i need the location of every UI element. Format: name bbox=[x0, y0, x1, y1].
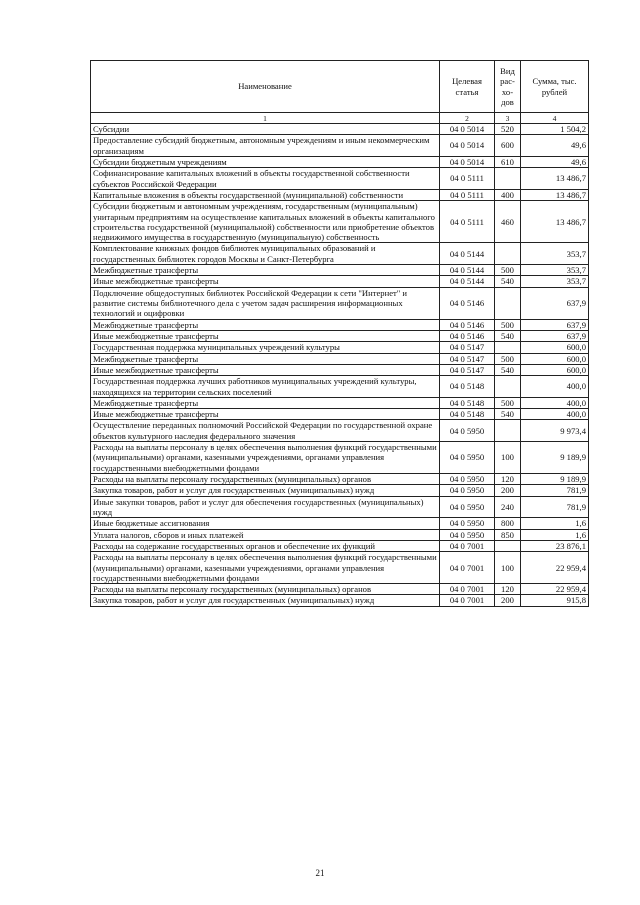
cell-sum: 600,0 bbox=[521, 364, 589, 375]
header-name: Наименование bbox=[91, 61, 440, 113]
column-number: 3 bbox=[495, 113, 521, 124]
cell-vid bbox=[495, 287, 521, 319]
cell-name: Расходы на выплаты персоналу в целях обеспечения выполнения функций государственными (муниципальными) органами, казенными учреждениями, органами управления государственными внебюджетными фондами bbox=[91, 552, 440, 584]
table-row bbox=[91, 529, 589, 540]
table-row bbox=[91, 124, 589, 135]
cell-vid: 540 bbox=[495, 330, 521, 341]
cell-sum: 637,9 bbox=[521, 330, 589, 341]
table-row bbox=[91, 156, 589, 167]
header-sum: Сумма, тыс. рублей bbox=[521, 61, 589, 113]
table-row bbox=[91, 595, 589, 606]
cell-sum: 600,0 bbox=[521, 342, 589, 353]
table-row bbox=[91, 474, 589, 485]
cell-vid: 540 bbox=[495, 409, 521, 420]
cell-name: Уплата налогов, сборов и иных платежей bbox=[91, 529, 440, 540]
cell-code: 04 0 5950 bbox=[440, 518, 495, 529]
cell-name: Осуществление переданных полномочий Российской Федерации по государственной охране объектов культурного наследия федерального значения bbox=[91, 420, 440, 442]
cell-sum: 353,7 bbox=[521, 276, 589, 287]
cell-vid: 520 bbox=[495, 124, 521, 135]
cell-name: Расходы на выплаты персоналу государственных (муниципальных) органов bbox=[91, 474, 440, 485]
table-row bbox=[91, 409, 589, 420]
cell-vid: 400 bbox=[495, 189, 521, 200]
cell-name: Межбюджетные трансферты bbox=[91, 353, 440, 364]
table-row bbox=[91, 342, 589, 353]
cell-vid: 120 bbox=[495, 584, 521, 595]
cell-name: Софинансирование капитальных вложений в объекты государственной собственности субъектов Российской Федерации bbox=[91, 168, 440, 190]
cell-code: 04 0 5148 bbox=[440, 397, 495, 408]
cell-code: 04 0 7001 bbox=[440, 584, 495, 595]
table-row bbox=[91, 552, 589, 584]
table-body bbox=[91, 124, 589, 607]
cell-name: Закупка товаров, работ и услуг для государственных (муниципальных) нужд bbox=[91, 485, 440, 496]
table-row bbox=[91, 265, 589, 276]
cell-code: 04 0 5111 bbox=[440, 168, 495, 190]
cell-sum: 400,0 bbox=[521, 397, 589, 408]
cell-sum: 781,9 bbox=[521, 485, 589, 496]
cell-code: 04 0 5111 bbox=[440, 189, 495, 200]
cell-vid: 800 bbox=[495, 518, 521, 529]
table-row bbox=[91, 376, 589, 398]
table-row bbox=[91, 353, 589, 364]
cell-vid: 100 bbox=[495, 552, 521, 584]
cell-sum: 781,9 bbox=[521, 496, 589, 518]
table-row bbox=[91, 276, 589, 287]
cell-code: 04 0 5014 bbox=[440, 135, 495, 157]
cell-vid: 500 bbox=[495, 353, 521, 364]
cell-sum: 400,0 bbox=[521, 376, 589, 398]
cell-sum: 637,9 bbox=[521, 287, 589, 319]
cell-name: Иные межбюджетные трансферты bbox=[91, 364, 440, 375]
cell-name: Межбюджетные трансферты bbox=[91, 265, 440, 276]
cell-sum: 353,7 bbox=[521, 243, 589, 265]
table-row bbox=[91, 584, 589, 595]
cell-name: Государственная поддержка муниципальных учреждений культуры bbox=[91, 342, 440, 353]
header-code: Целевая статья bbox=[440, 61, 495, 113]
cell-name: Закупка товаров, работ и услуг для государственных (муниципальных) нужд bbox=[91, 595, 440, 606]
cell-name: Расходы на выплаты персоналу государственных (муниципальных) органов bbox=[91, 584, 440, 595]
cell-sum: 22 959,4 bbox=[521, 584, 589, 595]
cell-vid: 460 bbox=[495, 201, 521, 243]
cell-vid: 500 bbox=[495, 319, 521, 330]
cell-vid bbox=[495, 376, 521, 398]
cell-sum: 400,0 bbox=[521, 409, 589, 420]
cell-code: 04 0 5111 bbox=[440, 201, 495, 243]
cell-sum: 9 189,9 bbox=[521, 442, 589, 474]
cell-name: Субсидии бюджетным и автономным учреждениям, государственным (муниципальным) унитарным предприятиям на осуществление капитальных вложений в объекты капитального строительства государственной (муниципальной) собственности или приобретение объектов недвижимого имущества в государственную (муниципальную) собственность bbox=[91, 201, 440, 243]
column-number: 4 bbox=[521, 113, 589, 124]
cell-sum: 49,6 bbox=[521, 135, 589, 157]
cell-name: Субсидии бюджетным учреждениям bbox=[91, 156, 440, 167]
cell-name: Государственная поддержка лучших работников муниципальных учреждений культуры, находящихся на территории сельских поселений bbox=[91, 376, 440, 398]
cell-code: 04 0 5148 bbox=[440, 409, 495, 420]
cell-name: Иные межбюджетные трансферты bbox=[91, 276, 440, 287]
column-number: 1 bbox=[91, 113, 440, 124]
cell-code: 04 0 7001 bbox=[440, 552, 495, 584]
header-vid: Вид рас-хо-дов bbox=[495, 61, 521, 113]
cell-code: 04 0 5950 bbox=[440, 496, 495, 518]
cell-code: 04 0 5950 bbox=[440, 420, 495, 442]
cell-code: 04 0 7001 bbox=[440, 595, 495, 606]
cell-sum: 9 189,9 bbox=[521, 474, 589, 485]
cell-name: Межбюджетные трансферты bbox=[91, 319, 440, 330]
cell-code: 04 0 5144 bbox=[440, 243, 495, 265]
table-row bbox=[91, 201, 589, 243]
cell-sum: 13 486,7 bbox=[521, 168, 589, 190]
cell-name: Капитальные вложения в объекты государственной (муниципальной) собственности bbox=[91, 189, 440, 200]
cell-vid: 850 bbox=[495, 529, 521, 540]
cell-vid: 600 bbox=[495, 135, 521, 157]
cell-name: Иные межбюджетные трансферты bbox=[91, 330, 440, 341]
table-row bbox=[91, 319, 589, 330]
table-row bbox=[91, 397, 589, 408]
cell-sum: 22 959,4 bbox=[521, 552, 589, 584]
cell-name: Межбюджетные трансферты bbox=[91, 397, 440, 408]
cell-code: 04 0 5014 bbox=[440, 156, 495, 167]
cell-vid bbox=[495, 420, 521, 442]
cell-sum: 23 876,1 bbox=[521, 540, 589, 551]
cell-code: 04 0 5950 bbox=[440, 529, 495, 540]
cell-code: 04 0 5147 bbox=[440, 364, 495, 375]
column-number: 2 bbox=[440, 113, 495, 124]
cell-name: Субсидии bbox=[91, 124, 440, 135]
cell-code: 04 0 7001 bbox=[440, 540, 495, 551]
cell-code: 04 0 5014 bbox=[440, 124, 495, 135]
cell-vid: 200 bbox=[495, 485, 521, 496]
cell-name: Иные бюджетные ассигнования bbox=[91, 518, 440, 529]
cell-vid: 120 bbox=[495, 474, 521, 485]
table-header-row bbox=[91, 61, 589, 113]
cell-code: 04 0 5144 bbox=[440, 276, 495, 287]
cell-vid bbox=[495, 540, 521, 551]
cell-code: 04 0 5146 bbox=[440, 287, 495, 319]
cell-sum: 353,7 bbox=[521, 265, 589, 276]
cell-code: 04 0 5146 bbox=[440, 319, 495, 330]
cell-vid bbox=[495, 342, 521, 353]
table-row bbox=[91, 168, 589, 190]
cell-vid: 100 bbox=[495, 442, 521, 474]
cell-code: 04 0 5144 bbox=[440, 265, 495, 276]
cell-code: 04 0 5950 bbox=[440, 474, 495, 485]
cell-sum: 13 486,7 bbox=[521, 201, 589, 243]
cell-sum: 915,8 bbox=[521, 595, 589, 606]
table-row bbox=[91, 518, 589, 529]
cell-name: Предоставление субсидий бюджетным, автономным учреждениям и иным некоммерческим организациям bbox=[91, 135, 440, 157]
table-row bbox=[91, 287, 589, 319]
budget-table bbox=[90, 60, 589, 607]
cell-name: Подключение общедоступных библиотек Российской Федерации к сети "Интернет" и развитие системы библиотечного дела с учетом задач расширения информационных технологий и оцифровки bbox=[91, 287, 440, 319]
table-row bbox=[91, 243, 589, 265]
table-row bbox=[91, 364, 589, 375]
cell-vid: 610 bbox=[495, 156, 521, 167]
table-row bbox=[91, 540, 589, 551]
cell-sum: 600,0 bbox=[521, 353, 589, 364]
column-number-row bbox=[91, 113, 589, 124]
cell-code: 04 0 5950 bbox=[440, 442, 495, 474]
cell-vid: 540 bbox=[495, 364, 521, 375]
table-row bbox=[91, 330, 589, 341]
cell-sum: 9 973,4 bbox=[521, 420, 589, 442]
table-row bbox=[91, 485, 589, 496]
cell-vid: 200 bbox=[495, 595, 521, 606]
cell-sum: 49,6 bbox=[521, 156, 589, 167]
cell-vid: 500 bbox=[495, 265, 521, 276]
cell-vid bbox=[495, 168, 521, 190]
cell-sum: 1,6 bbox=[521, 529, 589, 540]
table-row bbox=[91, 135, 589, 157]
table-row bbox=[91, 496, 589, 518]
cell-vid: 540 bbox=[495, 276, 521, 287]
cell-code: 04 0 5146 bbox=[440, 330, 495, 341]
cell-vid bbox=[495, 243, 521, 265]
cell-sum: 13 486,7 bbox=[521, 189, 589, 200]
cell-code: 04 0 5148 bbox=[440, 376, 495, 398]
cell-name: Иные закупки товаров, работ и услуг для обеспечения государственных (муниципальных) нужд bbox=[91, 496, 440, 518]
cell-name: Расходы на выплаты персоналу в целях обеспечения выполнения функций государственными (муниципальными) органами, казенными учреждениями, органами управления государственными внебюджетными фондами bbox=[91, 442, 440, 474]
cell-code: 04 0 5950 bbox=[440, 485, 495, 496]
page-number: 21 bbox=[315, 868, 325, 878]
cell-sum: 1,6 bbox=[521, 518, 589, 529]
cell-vid: 500 bbox=[495, 397, 521, 408]
cell-sum: 1 504,2 bbox=[521, 124, 589, 135]
cell-sum: 637,9 bbox=[521, 319, 589, 330]
table-row bbox=[91, 189, 589, 200]
table-row bbox=[91, 420, 589, 442]
cell-code: 04 0 5147 bbox=[440, 353, 495, 364]
cell-name: Расходы на содержание государственных органов и обеспечение их функций bbox=[91, 540, 440, 551]
table-row bbox=[91, 442, 589, 474]
cell-name: Иные межбюджетные трансферты bbox=[91, 409, 440, 420]
cell-code: 04 0 5147 bbox=[440, 342, 495, 353]
cell-name: Комплектование книжных фондов библиотек муниципальных образований и государственных библиотек городов Москвы и Санкт-Петербурга bbox=[91, 243, 440, 265]
cell-vid: 240 bbox=[495, 496, 521, 518]
